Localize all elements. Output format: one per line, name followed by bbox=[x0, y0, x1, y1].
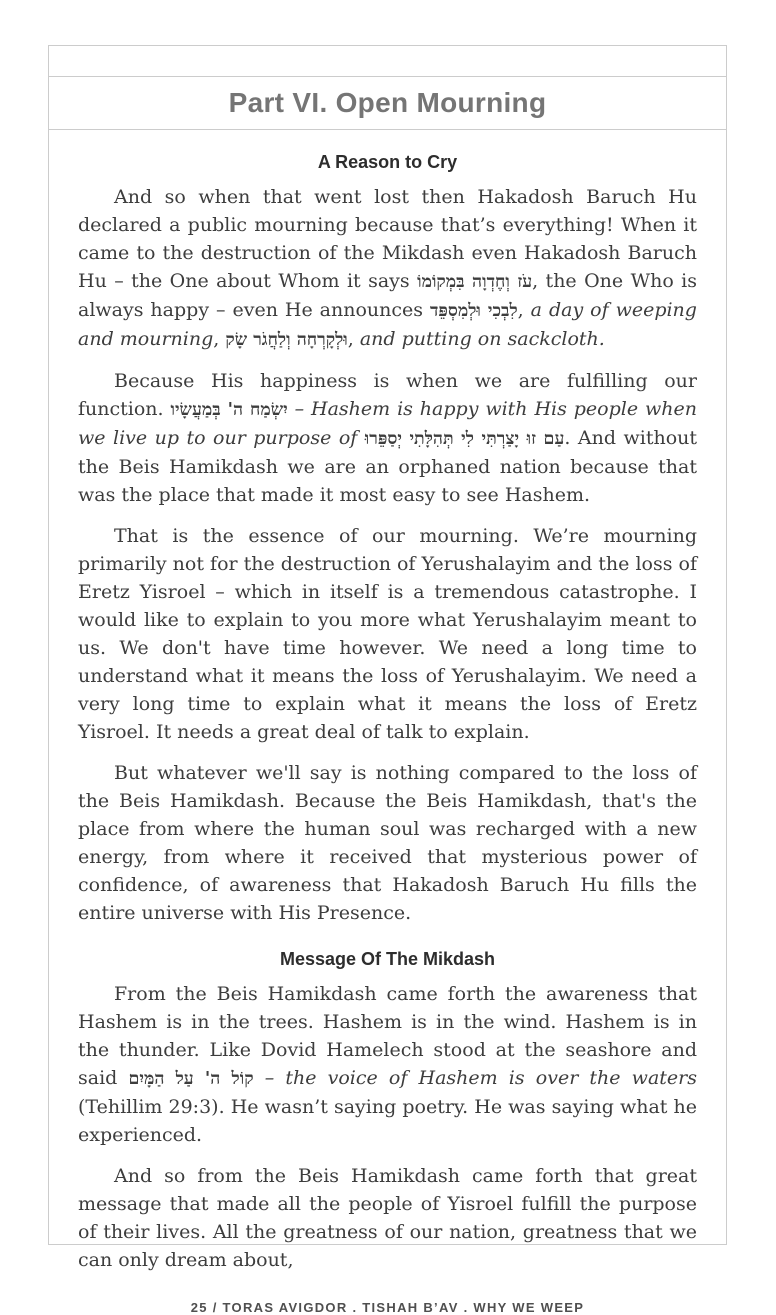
paragraph bbox=[78, 367, 697, 509]
text-run: From the Beis Hamikdash came forth the awareness that Hashem is in the trees. Hashem is in the wind. Hashem is in the thunder. Like Dovid Hamelech stood at the seashore and said bbox=[78, 983, 697, 1089]
paragraph bbox=[78, 522, 697, 746]
text-run: , the One Who is always happy – even He announces bbox=[78, 270, 698, 321]
italic-run: – Hashem is happy with His people when we live up to our purpose of bbox=[78, 398, 697, 449]
text-run: , bbox=[213, 328, 226, 350]
paragraph bbox=[78, 183, 697, 354]
section-heading-reason-to-cry: A Reason to Cry bbox=[317, 152, 458, 172]
italic-run: – the voice of Hashem is over the waters bbox=[253, 1067, 697, 1089]
text-run: And so when that went lost then Hakadosh Baruch Hu declared a public mourning because that’s everything! When it came to the destruction of the Mikdash even Hakadosh Baruch Hu – the One about Whom it says bbox=[78, 186, 697, 292]
text-run: . And without the Beis Hamikdash we are an orphaned nation because that was the place that made it most easy to see Hashem. bbox=[78, 427, 698, 506]
paragraph bbox=[78, 1162, 697, 1274]
page-content bbox=[49, 130, 726, 1315]
text-run: , bbox=[517, 299, 531, 321]
hebrew-phrase: לִבְכִי וּלְמִסְפֵּד bbox=[429, 301, 518, 321]
italic-run: a day of weeping and mourning bbox=[78, 299, 697, 350]
paragraph bbox=[78, 980, 697, 1149]
header-strip bbox=[49, 46, 726, 77]
content-box bbox=[48, 45, 727, 1315]
text-run: , bbox=[347, 328, 360, 350]
part-title-text: Part VI. Open Mourning bbox=[228, 87, 547, 118]
hebrew-phrase: עֹז וְחֶדְוָה בִּמְקוֹמוֹ bbox=[417, 272, 533, 292]
text-run: Because His happiness is when we are fulfilling our function. bbox=[78, 370, 697, 420]
hebrew-phrase: יִשְׂמַח ה' בְּמַעֲשָׂיו bbox=[170, 400, 288, 420]
hebrew-phrase: עַם זוּ יָצַרְתִּי לִי תְּהִלָּתִי יְסַפֵּרוּ bbox=[364, 429, 565, 449]
section-heading-message-of-the-mikdash: Message Of The Mikdash bbox=[279, 949, 496, 969]
part-title bbox=[49, 77, 726, 130]
italic-run: and putting on sackcloth. bbox=[359, 328, 605, 350]
hebrew-phrase: וּלְקָרְחָה וְלַחֲגֹר שָׂק bbox=[225, 330, 348, 350]
hebrew-phrase: קוֹל ה' עַל הַמָּיִם bbox=[128, 1069, 254, 1089]
text-run: And so from the Beis Hamikdash came forth that great message that made all the people of Yisroel fulfill the purpose of their lives. All the greatness of our nation, greatness that we can only dream about, bbox=[78, 1165, 697, 1271]
text-run: That is the essence of our mourning. We’re mourning primarily not for the destruction of Yerushalayim and the loss of Eretz Yisroel – which in itself is a tremendous catastrophe. I would like to explain to you more what Yerushalayim meant to us. We don't have time however. We need a long time to understand what it means the loss of Yerushalayim. We need a very long time to explain what it means the loss of Eretz Yisroel. It needs a great deal of talk to explain. bbox=[78, 525, 697, 743]
text-run: But whatever we'll say is nothing compared to the loss of the Beis Hamikdash. Because the Beis Hamikdash, that's the place from where the human soul was recharged with a new energy, from where it received that mysterious power of confidence, of awareness that Hakadosh Baruch Hu fills the entire universe with His Presence. bbox=[78, 762, 697, 924]
page-footer-text: 25 / TORAS AVIGDOR . TISHAH B’AV . WHY WE WEEP bbox=[190, 1300, 585, 1315]
text-run: (Tehillim 29:3). He wasn’t saying poetry. He was saying what he experienced. bbox=[78, 1096, 697, 1146]
page-footer bbox=[78, 1300, 697, 1315]
paragraph bbox=[78, 759, 697, 927]
